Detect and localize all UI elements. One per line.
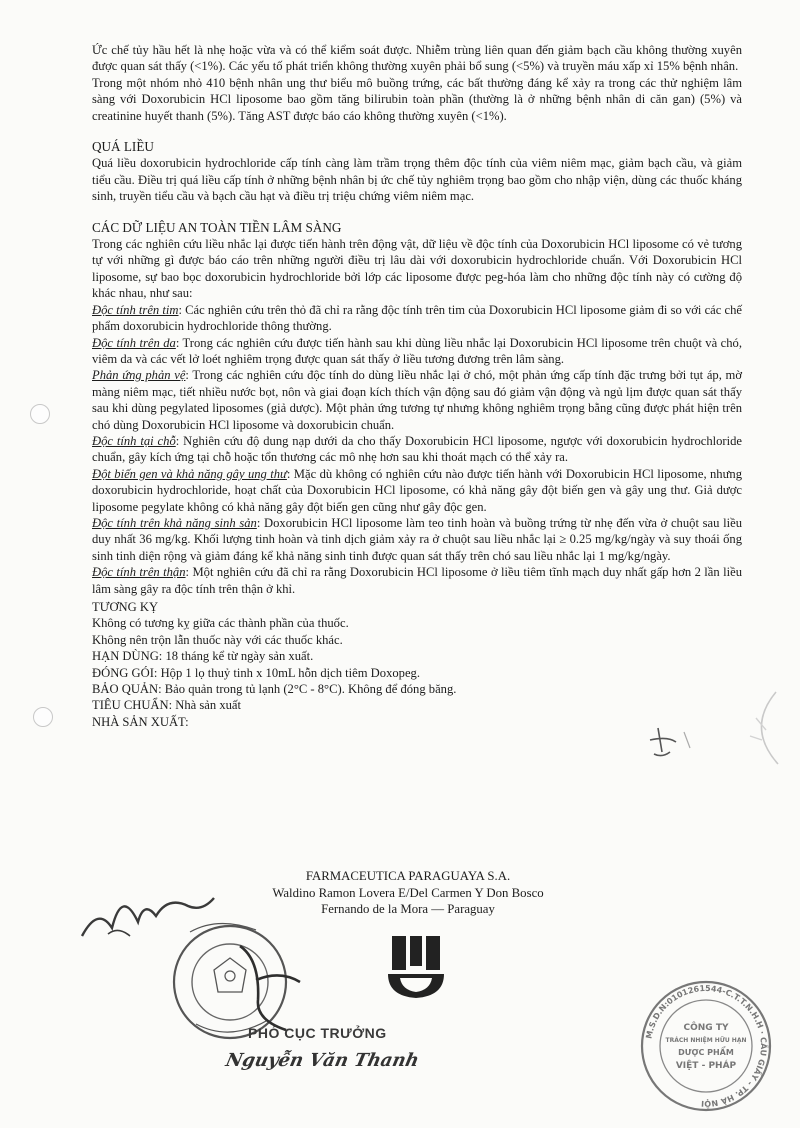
pack-text: Hộp 1 lọ thuỷ tinh x 10mL hỗn dịch tiêm Doxopeg. <box>157 665 421 680</box>
punch-hole-icon <box>33 707 53 727</box>
maker-label: NHÀ SẢN XUẤT: <box>92 714 189 729</box>
expiry-line <box>92 648 742 664</box>
compat-line-2: Không nên trộn lẫn thuốc này với các thuốc khác. <box>92 632 343 647</box>
text-repro: : Doxorubicin HCl liposome làm teo tinh hoàn và buồng trứng từ nhẹ đến vừa ở chuột sau liều duy nhất 36 mg/kg. Khối lượng tinh hoàn và tinh dịch giảm xảy ra ở chuột sau liều nhắc lại ≥ 0.25 mg/kg/ngày và suy thoái ống sinh tinh diện rộng và giảm đáng kể khả năng sinh tinh được quan sát thấy trên chó sau liều nhắc lại 1 mg/kg/ngày. <box>92 515 742 563</box>
company-stamp-icon <box>636 976 776 1116</box>
heading-compat: TƯƠNG KỴ <box>92 600 159 614</box>
expiry-text: 18 tháng kể từ ngày sản xuất. <box>162 649 314 664</box>
stamp-line-2: TRÁCH NHIỆM HỮU HẠN <box>665 1037 747 1044</box>
standard-line <box>92 697 742 713</box>
standard-text: Nhà sản xuất <box>172 698 242 713</box>
manufacturer-address-2: Fernando de la Mora — Paraguay <box>321 902 495 916</box>
manufacturer-name: FARMACEUTICA PARAGUAYA S.A. <box>305 869 511 883</box>
paragraph-lab-abnormalities: Trong một nhóm nhỏ 410 bệnh nhân ung thư biểu mô buồng trứng, các bất thường đáng kể xảy ra trong các thử nghiệm lâm sàng với Doxorubicin HCl liposome bao gồm tăng bilirubin toàn phần (thường là ở những bệnh nhân di căn gan) (5%) và creatinine huyết thanh (5%). Tăng AST được báo cáo không thường xuyên (<1%). <box>92 75 742 123</box>
stamp-line-4: VIỆT - PHÁP <box>675 1061 737 1071</box>
storage-line <box>92 681 742 697</box>
label-renal: Độc tính trên thận <box>92 565 186 580</box>
text-renal: : Một nghiên cứu đã chỉ ra rằng Doxorubicin HCl liposome ở liều tiêm tĩnh mạch duy nhất gấp hơn 2 lần liều lâm sàng gây ra độc tính trên thận ở khỉ. <box>92 565 742 596</box>
stamp-ring-text: M.S.D.N:0101261544-C.T.T.N.H.H · CẦU GIẤY - TP. HÀ NỘI <box>644 983 769 1109</box>
expiry-label: HẠN DÙNG: <box>92 649 163 664</box>
manufacturer-address-1: Waldino Ramon Lovera E/Del Carmen Y Don Bosco <box>272 885 544 900</box>
text-derm: : Trong các nghiên cứu được tiến hành sau khi dùng liều nhắc lại Doxorubicin HCl liposome trên chuột và chó, viêm da và các vết lở loét nghiêm trọng được quan sát thấy ở liều tương đương trên lâm sàng. <box>92 335 742 366</box>
handwritten-mark-icon <box>640 722 700 762</box>
approval-signer: Nguyễn Văn Thanh <box>223 1050 421 1071</box>
heading-overdose: QUÁ LIỀU <box>92 139 154 155</box>
storage-text: Bảo quản trong tủ lạnh (2°C - 8°C). Không để đóng băng. <box>161 682 457 697</box>
text-local: : Nghiên cứu độ dung nạp dưới da cho thấy Doxorubicin HCl liposome, ngược với doxorubicin hydrochloride chuẩn, gây kích ứng tại chỗ hoặc tổn thương các mô nhẹ hơn sau khi thoát mạch có thể xảy ra. <box>92 433 742 465</box>
company-logo-icon <box>386 936 446 1000</box>
compat-line-1: Không có tương kỵ giữa các thành phần của thuốc. <box>92 616 349 631</box>
paragraph-derm <box>92 335 742 368</box>
storage-label: BẢO QUẢN: <box>92 682 162 697</box>
paragraph-overdose: Quá liều doxorubicin hydrochloride cấp tính càng làm trầm trọng thêm độc tính của viêm niêm mạc, giảm bạch cầu, và giảm tiểu cầu. Điều trị quá liều cấp tính ở những bệnh nhân bị ức chế tủy nghiêm trọng bao gồm cho nhập viện, dùng các thuốc kháng sinh, truyền tiểu cầu và bạch cầu hạt và điều trị triệu chứng viêm niêm mạc. <box>92 156 742 204</box>
paragraph-myelosuppression: Ức chế tủy hầu hết là nhẹ hoặc vừa và có thể kiểm soát được. Nhiễm trùng liên quan đến giảm bạch cầu không thường xuyên được quan sát thấy (<1%). Các yếu tố phát triển không thường xuyên phải bổ sung (<5%) và truyền máu xấp xỉ 15% bệnh nhân. <box>92 43 742 74</box>
paragraph-mutagen <box>92 466 742 515</box>
paragraph-repro <box>92 515 742 564</box>
text-reaction: : Trong các nghiên cứu độc tính do dùng liều nhắc lại ở chó, một phản ứng cấp tính đặc trưng bởi tụt áp, mờ màng niêm mạc, tiết nhiều nước bọt, nôn và giai đoạn kích thích vận động sau đó giảm vận động và ngủ lịm được quan sát thấy sau khi dùng pegylated liposomes (giả dược). Một phản ứng tương tự nhưng không nghiêm trọng bằng cũng được phát hiện trên chó dùng Doxorubicin HCl liposome và doxorubicin chuẩn. <box>92 368 743 432</box>
label-cardio: Độc tính trên tim <box>92 302 179 317</box>
label-derm: Độc tính trên da <box>92 335 176 350</box>
paragraph-preclinical: Trong các nghiên cứu liều nhắc lại được tiến hành trên động vật, dữ liệu về độc tính của Doxorubicin HCl liposome có vẻ tương tự với những gì được báo cáo trên những người điều trị lâu dài với doxorubicin hydrochloride chuẩn. Với Doxorubicin HCl liposome, sự bao bọc doxorubicin hydrochloride bởi lớp các liposome được peg-hóa làm cho những độc tính này có cường độ khác nhau, như sau: <box>92 237 742 301</box>
paragraph-local <box>92 433 742 466</box>
paragraph-reaction <box>92 367 742 433</box>
faint-stamp-trace-icon <box>726 688 786 768</box>
standard-label: TIÊU CHUẨN: <box>92 698 173 713</box>
paragraph-cardio <box>92 302 742 335</box>
text-cardio: : Các nghiên cứu trên thỏ đã chỉ ra rằng độc tính trên tim của Doxorubicin HCl liposome giảm đi so với các chế phẩm doxorubicin hydrochloride thông thường. <box>92 302 742 334</box>
heading-preclinical: CÁC DỮ LIỆU AN TOÀN TIỀN LÂM SÀNG <box>92 219 342 235</box>
pack-label: ĐÓNG GÓI: <box>92 665 158 680</box>
label-local: Độc tính tại chỗ <box>92 433 176 448</box>
document-body <box>92 42 742 730</box>
label-repro: Độc tính trên khả năng sinh sản <box>92 515 257 530</box>
approval-title: PHÓ CỤC TRƯỞNG <box>248 1025 387 1041</box>
pack-line <box>92 665 742 681</box>
stamp-line-3: DƯỢC PHẨM <box>678 1048 734 1057</box>
text-mutagen: : Mặc dù không có nghiên cứu nào được tiến hành với Doxorubicin HCl liposome, nhưng doxorubicin hydrochloride, hoạt chất của Doxorubicin HCl liposome, có khả năng gây đột biến gen và gây ung thư. Giả dược liposome pegylate không có khả năng gây đột biến gen cũng như gây độc gen. <box>92 466 742 514</box>
label-reaction: Phản ứng phản vệ <box>92 368 186 383</box>
stamp-line-1: CÔNG TY <box>683 1023 729 1033</box>
label-mutagen: Đột biến gen và khả năng gây ung thư <box>92 466 287 481</box>
paragraph-renal <box>92 564 742 597</box>
punch-hole-icon <box>30 404 50 424</box>
